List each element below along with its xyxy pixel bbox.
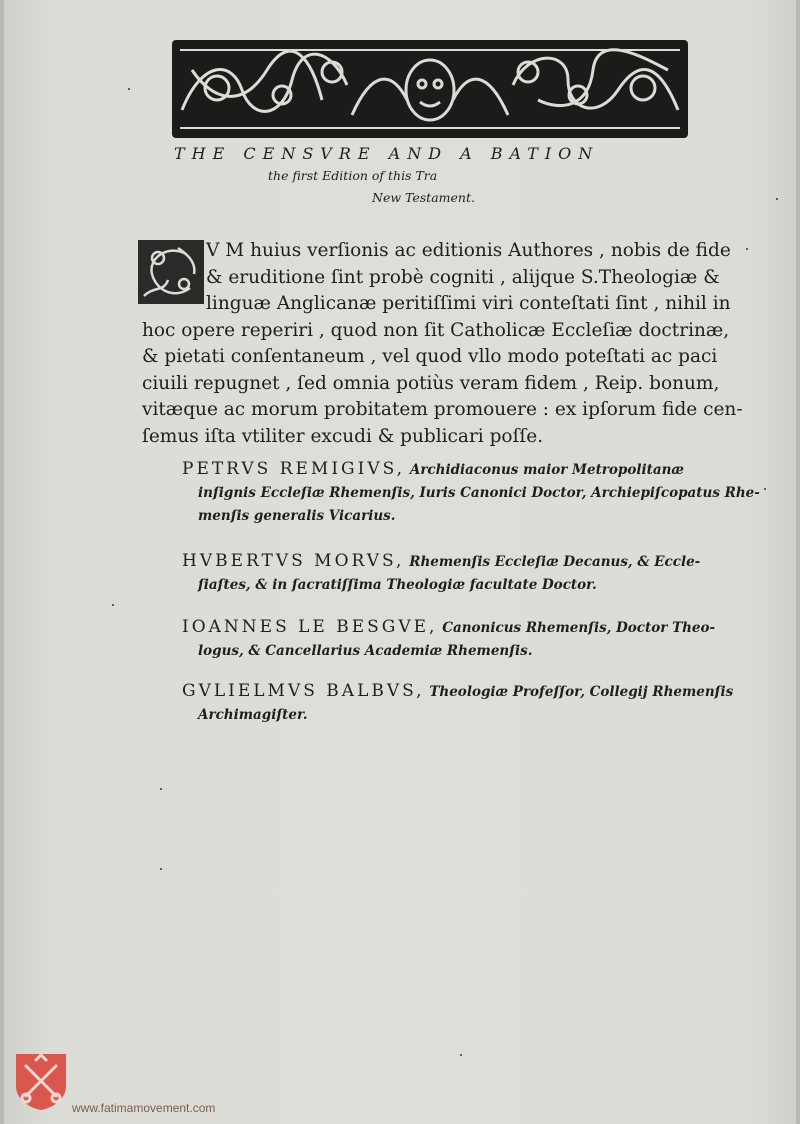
signatory-le-besgue (182, 616, 727, 663)
signatory-name: HVBERTVS MORVS, (182, 551, 405, 571)
page-left-edge (0, 0, 4, 1124)
paragraph-line: linguæ Anglicanæ peritiſſimi viri conteſtati ſint , nihil in (206, 293, 731, 314)
paragraph-line: & eruditione ſint probè cogniti , alijque S.Theologiæ & (206, 266, 720, 288)
signatory-title: ſiaſtes, & in ſacratiſſima Theologiæ facultate Doctor. (198, 577, 597, 593)
paragraph-line: ſemus iſta vtiliter excudi & publicari poſſe. (142, 425, 544, 447)
signatory-title: logus, & Cancellarius Academiæ Rhemenſis. (198, 643, 533, 659)
scan-speck (128, 88, 130, 90)
signatory-title: Rhemenſis Eccleſiæ Decanus, & Eccle- (409, 554, 701, 570)
subheading-line-1: the first Edition of this Tra (268, 168, 438, 183)
page-right-edge (796, 0, 800, 1124)
scan-speck (746, 248, 748, 250)
page-heading: THE CENSVRE AND A BATION (174, 144, 600, 163)
signatory-name: IOANNES LE BESGVE, (182, 617, 438, 637)
scan-speck (460, 1054, 462, 1056)
paragraph-line: V M huius verſionis ac editionis Authores , nobis de fide (206, 240, 731, 261)
signatory-title: Archidiaconus maior Metropolitanæ (409, 462, 685, 478)
paragraph-line: hoc opere reperiri , quod non ſit Catholicæ Eccleſiæ doctrinæ, (142, 319, 730, 341)
signatory-title: Canonicus Rhemenſis, Doctor Theo- (442, 620, 716, 636)
signatory-name: GVLIELMVS BALBVS, (182, 681, 425, 701)
scan-speck (764, 488, 766, 490)
papal-keys-logo-icon (14, 1052, 68, 1112)
scan-speck (112, 604, 114, 606)
signatory-name: PETRVS REMIGIVS, (182, 459, 406, 479)
signatory-title: Theologiæ Profeſſor, Collegij Rhemenſis (429, 684, 734, 700)
headpiece-ornament (172, 40, 688, 138)
approbation-paragraph (142, 238, 743, 450)
signatory-title: Archimagiſter. (198, 707, 308, 723)
paragraph-line: ciuili repugnet , ſed omnia potiùs veram fidem , Reip. bonum, (142, 372, 720, 394)
signatory-balbus (182, 680, 734, 727)
scan-speck (776, 198, 778, 200)
signatory-title: inſignis Eccleſiæ Rhemenſis, Iuris Canonici Doctor, Archiepiſcopatus Rhe- (198, 485, 760, 501)
signatory-morus (182, 550, 727, 597)
paragraph-line: vitæque ac morum probitatem promouere : ex ipſorum fide cen- (142, 399, 743, 420)
subheading-line-2: New Testament. (372, 190, 475, 205)
paragraph-line: & pietati conſentaneum , vel quod vllo modo poteſtati ac paci (142, 346, 718, 367)
footer-url-link[interactable]: www.fatimamovement.com (72, 1101, 216, 1115)
scan-speck (160, 788, 162, 790)
scan-speck (160, 868, 162, 870)
signatory-remigius (182, 458, 760, 528)
signatory-title: menſis generalis Vicarius. (198, 508, 396, 524)
